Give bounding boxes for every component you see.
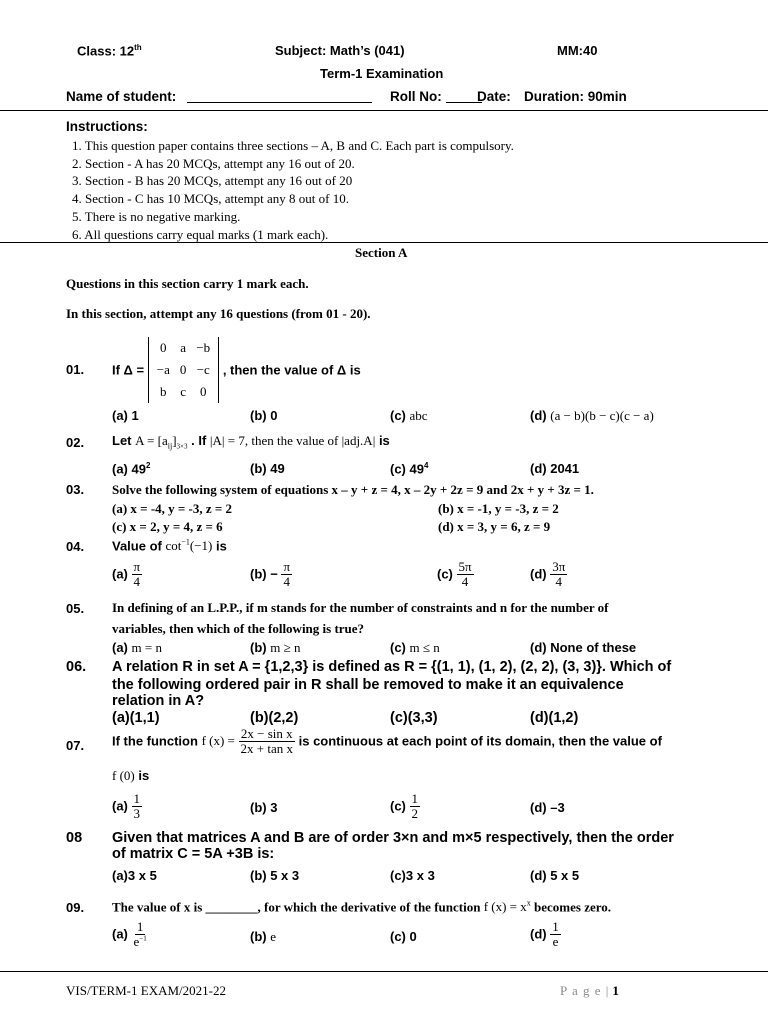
- header-divider: [0, 110, 768, 111]
- question-05-line1: In defining of an L.P.P., if m stands for the number of constraints and n for the number of: [112, 600, 609, 615]
- max-marks: MM:40: [557, 43, 598, 58]
- instruction-item: 6. All questions carry equal marks (1 mark each).: [72, 227, 329, 242]
- question-number: 06.: [66, 659, 87, 675]
- option-d[interactable]: (d) 2041: [530, 461, 580, 476]
- instructions-title: Instructions:: [66, 119, 148, 134]
- option-b[interactable]: (b) − $\frac{\pi}{4}$: [250, 559, 291, 589]
- footer-divider: [0, 971, 768, 972]
- option-c[interactable]: (c)3 x 3: [390, 868, 435, 883]
- question-04-text: Value of $\cot^{-1}(-1)$ is: [112, 538, 227, 554]
- instruction-item: 3. Section - B has 20 MCQs, attempt any 16 out of 20: [72, 173, 353, 188]
- question-08-line1: Given that matrices A and B are of order 3×n and m×5 respectively, then the order: [112, 830, 674, 846]
- option-d[interactable]: (d) $\frac{3\pi}{4}$: [530, 559, 566, 589]
- option-c[interactable]: (c) 0: [390, 929, 417, 944]
- option-b[interactable]: (b) 5 x 3: [250, 868, 300, 883]
- instructions-divider: [0, 242, 768, 243]
- option-a[interactable]: (a) m = n: [112, 640, 162, 655]
- option-b[interactable]: (b)(2,2): [250, 710, 299, 726]
- section-note-attempt: In this section, attempt any 16 questions (from 01 - 20).: [66, 306, 371, 321]
- question-05-line2: variables, then which of the following is true?: [112, 621, 365, 636]
- option-c[interactable]: (c) abc: [390, 408, 428, 423]
- option-d[interactable]: (d) (a − b)(b − c)(c − a): [530, 408, 654, 423]
- instruction-item: 2. Section - A has 20 MCQs, attempt any 16 out of 20.: [72, 156, 355, 171]
- option-b[interactable]: (b) 49: [250, 461, 285, 476]
- option-c[interactable]: (c) $49^4$: [390, 461, 429, 477]
- question-number: 09.: [66, 900, 85, 915]
- question-number: 05.: [66, 601, 85, 616]
- option-d[interactable]: (d) $\frac{1}{e}$: [530, 919, 559, 949]
- option-a[interactable]: (a) $\frac{\pi}{4}$: [112, 559, 141, 589]
- option-d[interactable]: (d) –3: [530, 800, 565, 815]
- option-b[interactable]: (b) 3: [250, 800, 278, 815]
- option-c[interactable]: (c)(3,3): [390, 710, 438, 726]
- option-b[interactable]: (b) 0: [250, 408, 278, 423]
- section-note-marks: Questions in this section carry 1 mark each.: [66, 276, 309, 291]
- question-number: 07.: [66, 738, 85, 753]
- option-c[interactable]: (c) $\frac{5\pi}{4}$: [437, 559, 472, 589]
- instruction-item: 5. There is no negative marking.: [72, 209, 241, 224]
- option-d[interactable]: (d)(1,2): [530, 710, 579, 726]
- option-a[interactable]: (a) $\frac{1}{e^{-1}}$: [112, 919, 147, 949]
- date-label: Date:: [477, 89, 511, 104]
- question-number: 03.: [66, 482, 85, 497]
- option-c[interactable]: (c) $\frac{1}{2}$: [390, 791, 419, 821]
- footer-page: P a g e | 1: [560, 983, 619, 998]
- option-d[interactable]: (d) 5 x 5: [530, 868, 580, 883]
- option-d[interactable]: (d) x = 3, y = 6, z = 9: [438, 519, 551, 534]
- student-name-blank[interactable]: [187, 102, 372, 103]
- option-a[interactable]: (a) x = -4, y = -3, z = 2: [112, 501, 233, 516]
- option-a[interactable]: (a) $49^2$: [112, 461, 151, 477]
- instruction-item: 1. This question paper contains three sections – A, B and C. Each part is compulsory.: [72, 138, 514, 153]
- question-09-text: The value of x is ________, for which the derivative of the function f $(x) = x^x$ becomes zero.: [112, 899, 612, 915]
- subject-label: Subject: Math’s (041): [275, 43, 405, 58]
- question-07-text-line2: f (0) is: [112, 768, 150, 783]
- option-a[interactable]: (a)(1,1): [112, 710, 160, 726]
- option-c[interactable]: (c) x = 2, y = 4, z = 6: [112, 519, 223, 534]
- option-d[interactable]: (d) None of these: [530, 640, 637, 655]
- roll-no-label: Roll No:: [390, 89, 442, 104]
- question-number: 01.: [66, 362, 85, 377]
- question-03-text: Solve the following system of equations x – y + z = 4, x – 2y + 2z = 9 and 2x + y + 3z = 1.: [112, 482, 594, 497]
- class-label: Class: 12th: [77, 43, 142, 59]
- question-06-line1: A relation R in set A = {1,2,3} is defined as R = {(1, 1), (1, 2), (2, 2), (3, 3)}. Which of: [112, 659, 672, 675]
- option-a[interactable]: (a) $\frac{1}{3}$: [112, 791, 141, 821]
- option-a[interactable]: (a)3 x 5: [112, 868, 157, 883]
- footer-exam-code: VIS/TERM-1 EXAM/2021-22: [66, 983, 226, 998]
- question-06-line3: relation in A?: [112, 693, 205, 709]
- option-b[interactable]: (b) e: [250, 929, 277, 944]
- instruction-item: 4. Section - C has 10 MCQs, attempt any 8 out of 10.: [72, 191, 349, 206]
- question-02-text: Let $A = [a_{ij}]_{3\times 3}$ . If |A| = 7, then the value of |adj.A| is: [112, 433, 390, 451]
- question-number: 08: [66, 830, 83, 846]
- question-01-text: If Δ = 0 a −b −a 0 −c b c 0 , then the value of Δ is: [112, 337, 361, 403]
- option-b[interactable]: (b) x = -1, y = -3, z = 2: [438, 501, 559, 516]
- question-number: 02.: [66, 435, 85, 450]
- exam-title: Term-1 Examination: [320, 66, 444, 81]
- option-a[interactable]: (a) 1: [112, 408, 139, 423]
- option-c[interactable]: (c) m ≤ n: [390, 640, 440, 655]
- option-b[interactable]: (b) m ≥ n: [250, 640, 301, 655]
- determinant-matrix: 0 a −b −a 0 −c b c 0: [148, 337, 219, 403]
- section-title: Section A: [355, 245, 408, 260]
- question-08-line2: of matrix C = 5A +3B is:: [112, 846, 275, 862]
- student-name-label: Name of student:: [66, 89, 177, 104]
- question-07-text: If the function f (x) = $\frac{\text{2x − sin x}}{\text{2x + tan x}}$ is continuous at each point of its domain, then the value of: [112, 726, 662, 756]
- question-number: 04.: [66, 539, 85, 554]
- question-06-line2: the following ordered pair in R shall be removed to make it an equivalence: [112, 677, 624, 693]
- duration-label: Duration: 90min: [524, 89, 627, 104]
